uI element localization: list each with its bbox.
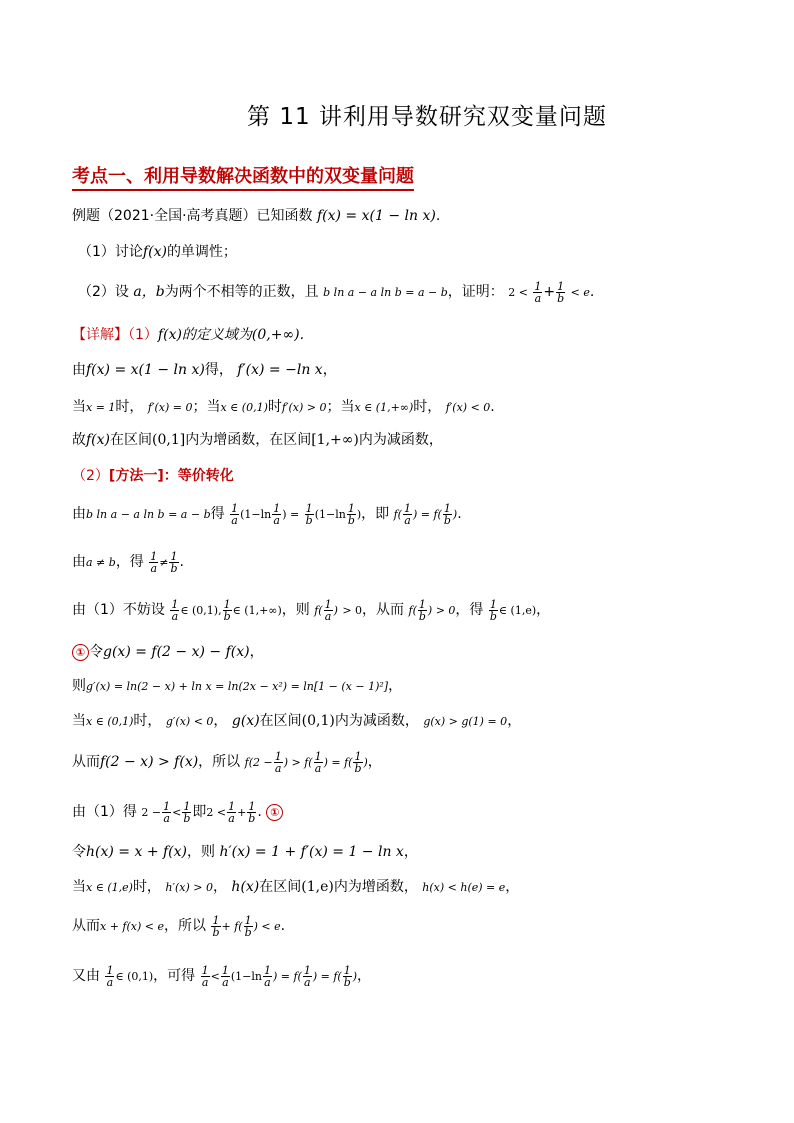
circled-marker-1: ① <box>72 644 89 661</box>
question-2: （2）设 a，b为两个不相等的正数，且 b ln a − a ln b = a − b，证明： 2 < $\frac{1}{a}$ + $\frac{1}{b}$ < e. <box>78 279 595 305</box>
detail-heading: 【详解】（1）f(x)的定义域为(0,+∞). <box>72 327 305 343</box>
solution-line-3: 故f(x)在区间(0,1]内为增函数，在区间[1,+∞)内为减函数， <box>72 432 443 448</box>
circled-marker-2: ① <box>266 804 283 821</box>
solution-line-13: 当x ∈ (1,e)时， h′(x) > 0， h(x)在区间(1,e)内为增函数， h(x) < h(e) = e， <box>72 879 520 895</box>
section-heading: 考点一、利用导数解决函数中的双变量问题 <box>72 162 414 191</box>
solution-line-8: 则g′(x) = ln(2 − x) + ln x = ln(2x − x²) = ln[1 − (x − 1)²]， <box>72 678 403 694</box>
solution-line-5: 由a ≠ b，得 $\frac{1}{a}$ ≠ $\frac{1}{b}$ . <box>72 549 184 575</box>
solution-line-2: 当x = 1时， f′(x) = 0；当x ∈ (0,1)时f′(x) > 0；当x ∈ (1,+∞)时， f′(x) < 0. <box>72 399 495 415</box>
solution-line-4: 由b ln a − a ln b = a − b得 $\frac{1}{a}$ (1−ln $\frac{1}{a}$ ) = $\frac{1}{b}$ (1−ln $\frac{1}{b}$ )，即 f( $\frac{1}{a}$ ) = f( $\frac{1}{b}$ ). <box>72 501 462 527</box>
page-title: 第 11 讲利用导数研究双变量问题 <box>247 104 607 130</box>
solution-line-11: 由（1）得 2 − $\frac{1}{a}$ < $\frac{1}{b}$ 即2 < $\frac{1}{a}$ + $\frac{1}{b}$ . ① <box>72 800 283 825</box>
solution-line-7: ① 令g(x) = f(2 − x) − f(x)， <box>72 640 264 664</box>
solution-line-12: 令h(x) = x + f(x)，则 h′(x) = 1 + f′(x) = 1 − ln x， <box>72 844 418 860</box>
solution-line-1: 由f(x) = x(1 − ln x)得， f′(x) = −ln x， <box>72 362 337 378</box>
solution-line-6: 由（1）不妨设 $\frac{1}{a}$ ∈ (0,1), $\frac{1}{b}$ ∈ (1,+∞)，则 f( $\frac{1}{a}$ ) > 0，从而 f( $\frac{1}{b}$ ) > 0，得 $\frac{1}{b}$ ∈ (1,e)， <box>72 597 551 623</box>
question-1: （1）讨论f(x)的单调性； <box>78 244 237 260</box>
example-line: 例题（2021·全国·高考真题）已知函数 f(x) = x(1 − ln x). <box>72 208 441 224</box>
solution-line-15: 又由 $\frac{1}{a}$ ∈ (0,1)，可得 $\frac{1}{a}$ < $\frac{1}{a}$ (1−ln $\frac{1}{a}$ ) = f( $\frac{1}{a}$ ) = f( $\frac{1}{b}$ )， <box>72 963 372 989</box>
solution-line-9: 当x ∈ (0,1)时， g′(x) < 0， g(x)在区间(0,1)内为减函数， g(x) > g(1) = 0， <box>72 713 522 729</box>
method-1-heading: （2）[方法一]：等价转化 <box>72 468 234 484</box>
solution-line-10: 从而f(2 − x) > f(x)，所以 f(2 − $\frac{1}{a}$ ) > f( $\frac{1}{a}$ ) = f( $\frac{1}{b}$ )， <box>72 749 382 775</box>
solution-line-14: 从而x + f(x) < e，所以 $\frac{1}{b}$ + f( $\frac{1}{b}$ ) < e. <box>72 913 286 939</box>
